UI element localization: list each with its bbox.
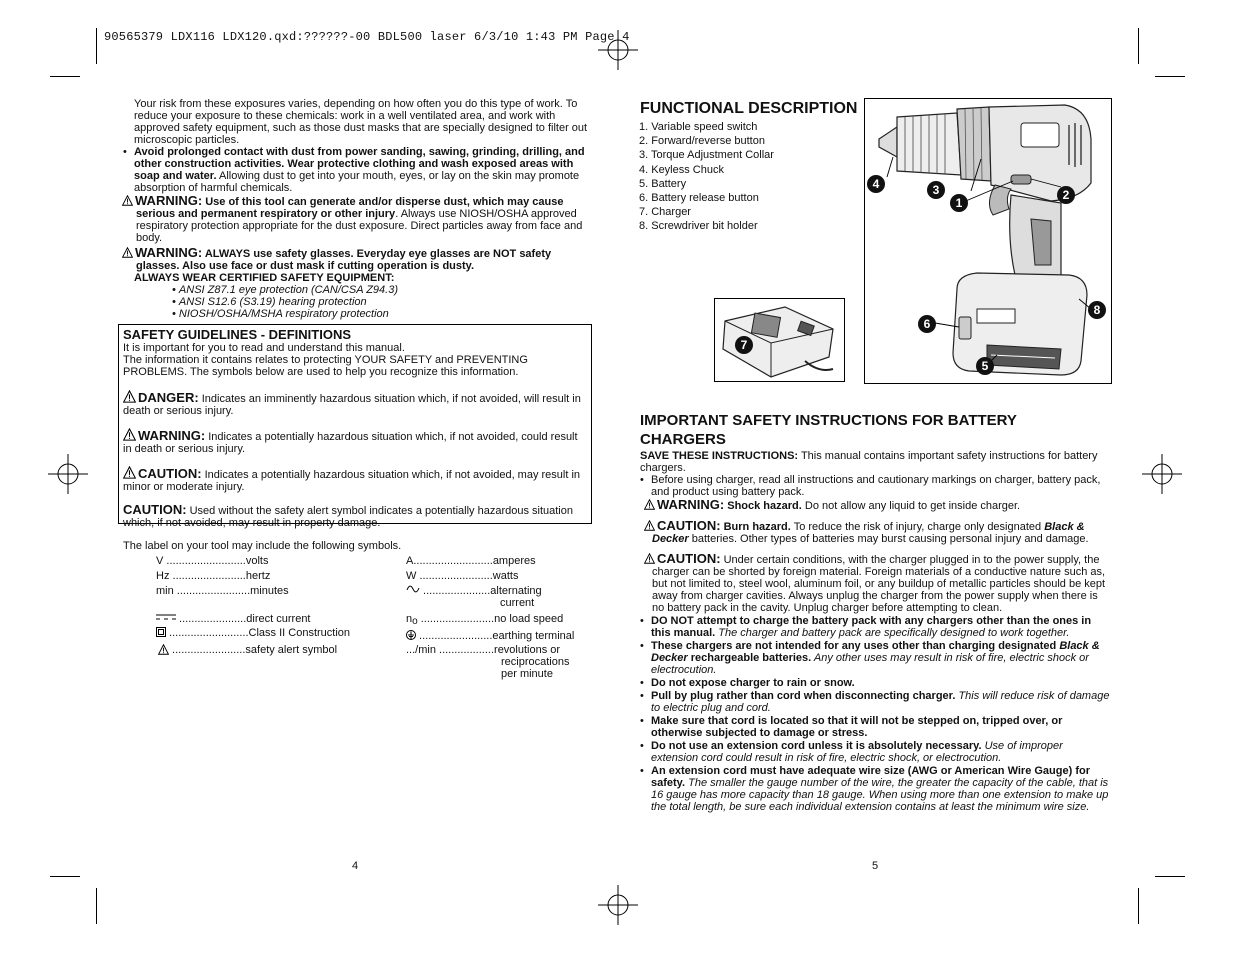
callout-4: 4	[867, 175, 885, 193]
symbol-row: ........................safety alert symbol	[158, 644, 337, 656]
save-instructions: SAVE THESE INSTRUCTIONS: This manual contains important safety instructions for battery chargers.	[640, 450, 1098, 474]
callout-3: 3	[927, 181, 945, 199]
symbol-meaning-continued: current	[500, 597, 535, 609]
safety-guidelines-title: SAFETY GUIDELINES - DEFINITIONS	[123, 327, 352, 342]
sg-intro: The information it contains relates to protecting YOUR SAFETY and PREVENTING PROBLEMS. The symbols below are used to help you recognize this information.	[123, 354, 528, 378]
drill-icon	[865, 99, 1111, 383]
crop-mark	[1138, 28, 1139, 64]
symbol-row: ........................earthing terminal	[406, 630, 574, 642]
list-item: 5. Battery	[639, 177, 687, 190]
functional-description-list	[639, 120, 774, 234]
registration-mark-icon	[1142, 454, 1182, 494]
list-item: 7. Charger	[639, 206, 691, 219]
drill-illustration	[864, 98, 1112, 384]
symbol-row: ......................direct current	[156, 613, 311, 625]
callout-2: 2	[1057, 186, 1075, 204]
class-ii-construction-icon	[156, 627, 166, 637]
crop-mark	[1155, 876, 1185, 877]
crop-mark	[1155, 76, 1185, 77]
crop-mark	[50, 76, 80, 77]
dust-bullet: • Avoid prolonged contact with dust from power sanding, sawing, grinding, drilling, and other construction activities. Wear protective clothing and wash exposed areas with soap and water. Allowing dust to get into your mouth, eyes, or lay on the skin may promote absorption of harmful chemicals.	[123, 146, 585, 194]
list-item: • These chargers are not intended for any uses other than charging designated Black & Decker rechargeable batteries. Any other uses may result in risk of fire, electric shock or electrocution.	[640, 640, 1100, 676]
burn-caution: CAUTION: Burn hazard. To reduce the risk of injury, charge only designated Black & Decker batteries. Other types of batteries may burst causing personal injury and damage.	[640, 520, 1112, 545]
warning-triangle-icon	[122, 195, 133, 206]
dust-warning: WARNING: Use of this tool can generate and/or disperse dust, which may cause serious and permanent respiratory or other injury. Always use NIOSH/OSHA approved respiratory protection appropriate for the dust exposure. Direct particles away from face and body.	[122, 195, 592, 244]
crop-mark	[96, 888, 97, 924]
callout-7: 7	[735, 336, 753, 354]
list-item: • An extension cord must have adequate wire size (AWG or American Wire Gauge) for safety. The smaller the gauge number of the wire, the greater the capacity of the cable, that is 16 gauge has more capacity than 18 gauge. When using more than one extension to make up the total length, be sure each individual extension contains at least the minimum wire size.	[640, 765, 1109, 813]
crop-mark	[96, 28, 97, 64]
warning-triangle-icon	[644, 499, 655, 510]
list-item: 2. Forward/reverse button	[639, 135, 765, 148]
warning-triangle-icon	[644, 553, 655, 564]
printer-slug: 90565379 LDX116 LDX120.qxd:??????-00 BDL500 laser 6/3/10 1:43 PM Page 4	[104, 30, 630, 44]
list-item: • Do not expose charger to rain or snow.	[640, 677, 855, 689]
warning-definition: WARNING: Indicates a potentially hazardous situation which, if not avoided, could result in death or serious injury.	[123, 428, 578, 455]
equipment-item: • ANSI S12.6 (S3.19) hearing protection	[172, 296, 367, 308]
symbol-meaning-continued: per minute	[501, 668, 553, 680]
symbol-row: no ........................no load speed	[406, 613, 564, 627]
registration-mark-icon	[48, 454, 88, 494]
list-item: 1. Variable speed switch	[639, 121, 758, 133]
list-item: 8. Screwdriver bit holder	[639, 220, 758, 233]
direct-current-icon	[156, 613, 176, 621]
symbol-meaning-continued: reciprocations	[501, 656, 570, 668]
symbol-row: Hz ........................hertz	[156, 570, 271, 582]
charger-icon	[715, 299, 844, 381]
callout-6: 6	[918, 315, 936, 333]
list-item: 3. Torque Adjustment Collar	[639, 149, 774, 162]
page-number: 5	[872, 860, 879, 872]
symbol-row: .../min ..................revolutions or	[406, 644, 561, 656]
page-number: 4	[352, 860, 359, 872]
earthing-terminal-icon	[406, 630, 416, 640]
list-item: 6. Battery release button	[639, 192, 759, 205]
right-page-text	[640, 450, 1112, 813]
warning-triangle-icon	[123, 428, 136, 441]
list-item: • Make sure that cord is located so that it will not be stepped on, tripped over, or otherwise subjected to damage or stress.	[640, 715, 1063, 739]
isi-title: IMPORTANT SAFETY INSTRUCTIONS FOR BATTERY CHARGERS	[640, 412, 1017, 448]
symbol-row: min ........................minutes	[156, 585, 289, 597]
warning-triangle-icon	[122, 247, 133, 258]
equipment-item: • NIOSH/OSHA/MSHA respiratory protection	[172, 308, 389, 320]
symbol-row: ......................alternating	[406, 585, 542, 597]
shock-warning: WARNING: Shock hazard. Do not allow any liquid to get inside charger.	[640, 499, 1112, 512]
safety-guidelines-box	[118, 324, 592, 529]
caution-property-definition: CAUTION: Used without the safety alert symbol indicates a potentially hazardous situation which, if not avoided, may result in property damage.	[123, 502, 573, 529]
list-item: • Do not use an extension cord unless it is absolutely necessary. Use of improper extension cord could result in risk of fire, electric shock, or electrocution.	[640, 740, 1063, 764]
list-item: • DO NOT attempt to charge the battery pack with any chargers other than the ones in this manual. The charger and battery pack are specifically designed to work together.	[640, 615, 1092, 639]
warning-triangle-icon	[123, 466, 136, 479]
warning-triangle-icon	[123, 390, 136, 403]
callout-1: 1	[950, 194, 968, 212]
alternating-current-icon	[406, 585, 420, 593]
registration-mark-icon	[598, 885, 638, 925]
crop-mark	[1138, 888, 1139, 924]
callout-5: 5	[976, 357, 994, 375]
functional-description-title: FUNCTIONAL DESCRIPTION	[640, 100, 858, 117]
sg-intro: It is important for you to read and understand this manual.	[123, 342, 405, 354]
warning-triangle-icon	[644, 520, 655, 531]
callout-8: 8	[1088, 301, 1106, 319]
charger-illustration	[714, 298, 845, 382]
equipment-heading: ALWAYS WEAR CERTIFIED SAFETY EQUIPMENT:	[134, 272, 395, 284]
left-page-text	[122, 98, 592, 320]
list-item: 4. Keyless Chuck	[639, 163, 724, 176]
list-item: • Before using charger, read all instructions and cautionary markings on charger, battery pack, and product using battery pack.	[640, 474, 1101, 498]
exposure-intro: Your risk from these exposures varies, depending on how often you do this type of work. To reduce your exposure to these chemicals: work in a well ventilated area, and work with approved safety equipment, such as those dust masks that are specially designed to filter out microscopic particles.	[134, 98, 588, 146]
danger-definition: DANGER: Indicates an imminently hazardous situation which, if not avoided, will result in death or serious injury.	[123, 390, 581, 417]
label-symbols-intro: The label on your tool may include the following symbols.	[123, 540, 402, 552]
equipment-item: • ANSI Z87.1 eye protection (CAN/CSA Z94.3)	[172, 284, 398, 296]
crop-mark	[50, 876, 80, 877]
symbol-row: A..........................amperes	[406, 555, 536, 567]
list-item: • Pull by plug rather than cord when disconnecting charger. This will reduce risk of damage to electric plug and cord.	[640, 690, 1110, 714]
symbol-row: W ........................watts	[406, 570, 519, 582]
registration-mark-icon	[598, 30, 638, 70]
safety-alert-icon	[158, 644, 169, 655]
symbol-row: V ..........................volts	[156, 555, 269, 567]
short-caution: CAUTION: Under certain conditions, with the charger plugged in to the power supply, the charger can be shorted by foreign material. Foreign materials of a conductive nature such as, but not limited to, steel wool, aluminum foil, or any buildup of metallic particles should be kept away from charger cavities. Always unplug the charger from the power supply when there is no battery pack in the cavity. Unplug charger before attempting to clean.	[640, 553, 1112, 614]
caution-definition: CAUTION: Indicates a potentially hazardous situation which, if not avoided, may result in minor or moderate injury.	[123, 466, 581, 493]
glasses-warning: WARNING: ALWAYS use safety glasses. Everyday eye glasses are NOT safety glasses. Also use face or dust mask if cutting operation is dusty.	[122, 247, 592, 272]
symbol-row: ..........................Class II Construction	[156, 627, 350, 639]
